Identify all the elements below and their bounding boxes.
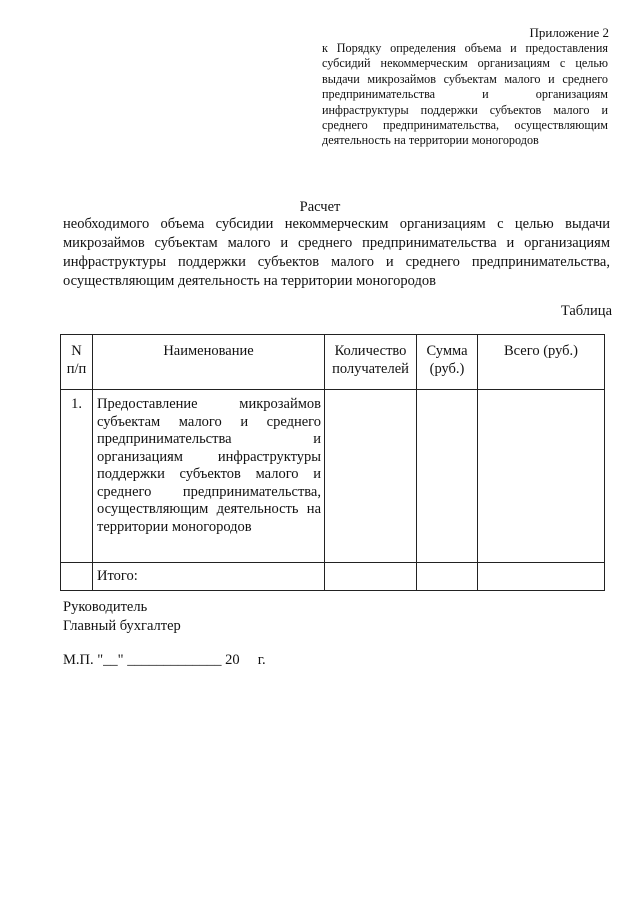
header-total-text: Всего (руб.) xyxy=(504,343,578,359)
header-total xyxy=(478,335,605,390)
table-total-row xyxy=(61,563,605,591)
header-qty-line2: получателей xyxy=(332,360,409,377)
header-sum-line1: Сумма xyxy=(426,343,468,359)
calculation-table xyxy=(60,334,605,591)
subtitle-line: осуществляющим деятельность на территории моногородов xyxy=(63,273,436,289)
total-row-number xyxy=(61,563,93,591)
calculation-subtitle xyxy=(63,215,610,291)
header-sum xyxy=(417,335,478,390)
signature-accountant: Главный бухгалтер xyxy=(63,618,181,634)
total-row-sum xyxy=(417,563,478,591)
row-name-line: субъектам малого и среднего xyxy=(97,413,321,430)
row-name-line: организациям инфраструктуры xyxy=(97,448,321,465)
annex-line: инфраструктуры поддержки субъектов малого и xyxy=(322,102,608,117)
annex-reference xyxy=(322,41,608,149)
header-num-line1: N xyxy=(71,343,82,359)
total-row-total xyxy=(478,563,605,591)
row-name-line: осуществляющим деятельность на xyxy=(97,501,321,517)
header-qty-line1: Количество xyxy=(334,343,407,359)
header-quantity xyxy=(325,335,417,390)
table-row xyxy=(61,390,605,563)
row-name-line: среднего предпринимательства, xyxy=(97,483,321,500)
header-sum-line2: (руб.) xyxy=(429,360,465,377)
subtitle-line: микрозаймов субъектам малого и среднего предпринимательства и организациям xyxy=(63,235,610,251)
header-name xyxy=(93,335,325,390)
annex-title: Приложение 2 xyxy=(529,25,609,40)
signature-head: Руководитель xyxy=(63,599,148,615)
total-row-quantity xyxy=(325,563,417,591)
row-number: 1. xyxy=(61,390,93,563)
row-name-line: предпринимательства и xyxy=(97,431,321,447)
total-row-label: Итого: xyxy=(93,563,325,591)
row-name xyxy=(93,390,325,563)
row-name-line: Предоставление микрозаймов xyxy=(97,396,321,412)
header-name-text: Наименование xyxy=(163,343,254,359)
row-total xyxy=(478,390,605,563)
annex-line: выдачи микрозаймов субъектам малого и среднего xyxy=(322,71,608,86)
stamp-date-line: М.П. "__" _____________ 20 г. xyxy=(63,652,266,668)
annex-line: к Порядку определения объема и предоставления xyxy=(322,41,608,55)
row-sum xyxy=(417,390,478,563)
annex-line: субсидий некоммерческим организациям с целью xyxy=(322,56,608,71)
row-name-line: территории моногородов xyxy=(97,518,252,535)
annex-line: предпринимательства и организациям xyxy=(322,87,608,102)
annex-line: деятельность на территории моногородов xyxy=(322,133,539,148)
subtitle-line: необходимого объема субсидии некоммерческим организациям с целью выдачи xyxy=(63,216,610,232)
table-header-row xyxy=(61,335,605,390)
subtitle-line: инфраструктуры поддержки субъектов малого и среднего предпринимательства, xyxy=(63,254,610,270)
header-num-line2: п/п xyxy=(66,360,87,377)
row-quantity xyxy=(325,390,417,563)
header-num xyxy=(61,335,93,390)
table-label: Таблица xyxy=(560,303,612,319)
calculation-title: Расчет xyxy=(299,199,341,215)
row-name-line: поддержки субъектов малого и xyxy=(97,466,321,482)
annex-line: среднего предпринимательства, осуществляющим xyxy=(322,118,608,133)
